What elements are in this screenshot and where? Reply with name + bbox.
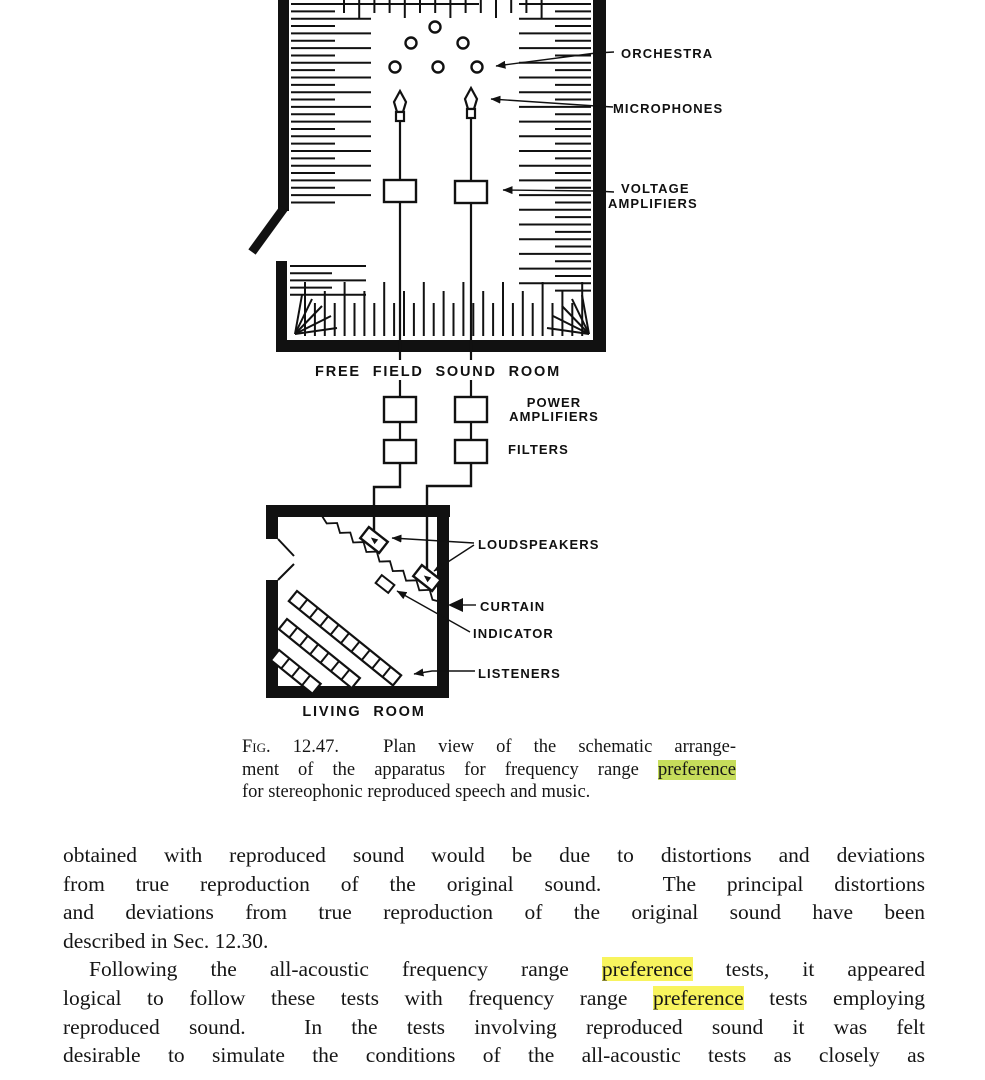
listener-rows xyxy=(271,591,401,694)
label-loudspeakers: LOUDSPEAKERS xyxy=(478,537,600,552)
highlighted-word: preference xyxy=(657,759,736,780)
power-amplifier-box-left xyxy=(384,397,416,422)
body-line xyxy=(63,1013,925,1042)
text-segment: for stereophonic reproduced speech and music. xyxy=(242,782,591,803)
power-amplifier-box-right xyxy=(455,397,487,422)
filter-box-right xyxy=(455,440,487,463)
text-segment: desirable to simulate the conditions of the all-acoustic tests as closely as xyxy=(63,1043,925,1068)
text-segment: tests employing xyxy=(743,985,925,1010)
voltage-amplifier-box-left xyxy=(384,180,416,202)
text-segment: from true reproduction of the original sound. The principal distortions xyxy=(63,871,925,896)
highlighted-word: preference xyxy=(653,985,744,1010)
label-microphones: MICROPHONES xyxy=(613,101,724,116)
highlighted-word: preference xyxy=(601,957,693,982)
curtain-zigzag xyxy=(322,516,441,602)
label-listeners: LISTENERS xyxy=(478,666,561,681)
label-indicator: INDICATOR xyxy=(473,626,554,641)
curtain-arrowhead xyxy=(448,598,463,612)
body-line xyxy=(63,955,925,984)
living-wall-left-lower xyxy=(266,580,278,698)
living-room-callouts xyxy=(392,538,476,674)
living-room xyxy=(266,505,450,698)
text-segment: Fig. 12.47. xyxy=(242,737,339,757)
label-free-field-sound-room: FREE FIELD SOUND ROOM xyxy=(315,364,561,380)
living-room-door-leaves xyxy=(278,539,294,580)
room-door-leaf xyxy=(252,208,284,252)
text-segment: and deviations from true reproduction of the original sound have been xyxy=(63,900,925,925)
caption-line xyxy=(242,736,736,759)
text-segment: reproduced sound. In the tests involving reproduced sound it was felt xyxy=(63,1014,925,1039)
body-text xyxy=(63,841,925,1070)
label-orchestra: ORCHESTRA xyxy=(621,46,714,61)
caption-line xyxy=(242,781,736,804)
filter-box-left xyxy=(384,440,416,463)
text-segment: tests, it appeared xyxy=(692,957,925,982)
voltage-amplifier-box-right xyxy=(455,181,487,203)
body-line xyxy=(63,898,925,927)
living-wall-top xyxy=(266,505,450,517)
body-line xyxy=(63,870,925,899)
anechoic-wedge-hatching xyxy=(290,0,591,336)
orchestra-circles xyxy=(390,22,483,73)
free-field-sound-room xyxy=(252,0,606,398)
body-line xyxy=(63,984,925,1013)
label-filters: FILTERS xyxy=(508,442,569,457)
living-wall-bottom xyxy=(266,686,449,698)
body-line xyxy=(63,1041,925,1070)
label-living-room: LIVING ROOM xyxy=(302,704,426,720)
caption-line xyxy=(242,759,736,782)
text-segment: Plan view of the schematic arrange- xyxy=(338,737,736,757)
room-wall-right xyxy=(593,0,606,340)
body-line xyxy=(63,841,925,870)
microphone-left xyxy=(394,91,406,180)
text-segment: obtained with reproduced sound would be due to distortions and deviations xyxy=(63,843,925,867)
text-segment: ment of the apparatus for frequency range xyxy=(242,759,658,780)
label-voltage-amplifiers-line2: AMPLIFIERS xyxy=(608,196,698,211)
label-power-amplifiers-line1: POWER xyxy=(526,395,582,410)
microphone-right xyxy=(465,88,477,181)
text-segment: Following the all-acoustic frequency range xyxy=(89,957,602,982)
indicator-box xyxy=(376,575,395,593)
living-wall-left-upper xyxy=(266,505,278,539)
amplifier-filter-chain xyxy=(374,397,487,572)
text-segment: described in Sec. 12.30. xyxy=(63,928,269,953)
label-power-amplifiers-line2: AMPLIFIERS xyxy=(509,409,599,424)
room-wall-bottom xyxy=(276,340,606,352)
figure-caption xyxy=(242,736,736,804)
label-voltage-amplifiers-line1: VOLTAGE xyxy=(621,181,690,196)
loudspeaker-left xyxy=(360,527,388,553)
label-curtain: CURTAIN xyxy=(480,599,546,614)
text-segment: logical to follow these tests with frequency range xyxy=(63,985,654,1010)
room-wall-left-lower xyxy=(276,261,287,340)
room-wall-left-upper xyxy=(278,0,289,211)
body-line xyxy=(63,927,925,956)
